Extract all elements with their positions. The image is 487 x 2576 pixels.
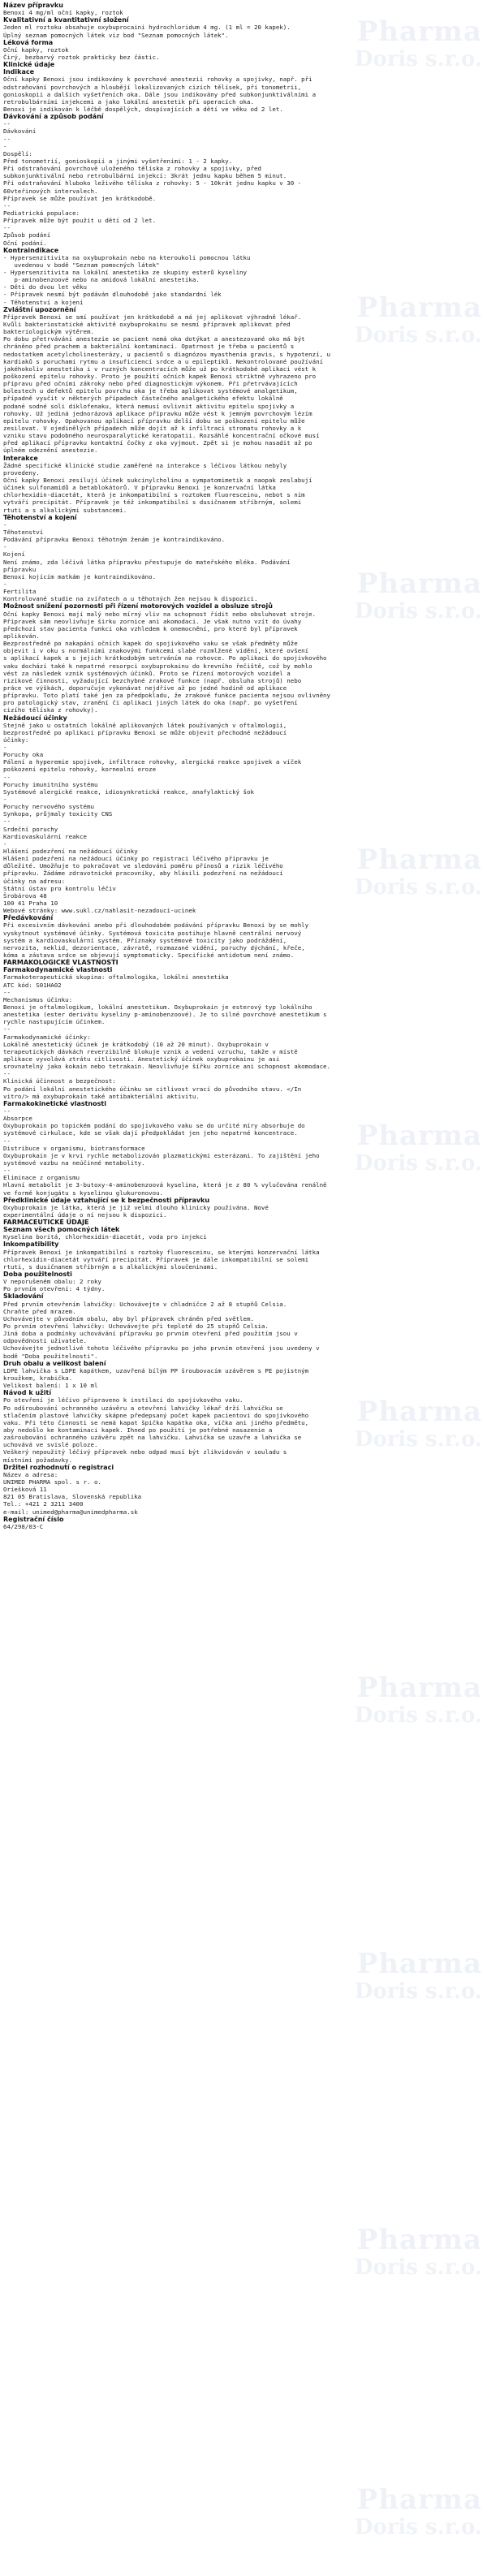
watermark-text: Pharma <box>356 291 482 324</box>
text-line: Oční kapky Benoxi jsou indikovány k povrchové anestezii rohovky a spojivky, např. při <box>3 76 312 84</box>
text-line: Bezprostředně po nakapání očních kapek do spojivkového vaku se však předměty může <box>3 640 298 648</box>
text-line: odpovědnosti uživatele. <box>3 1337 87 1345</box>
text-line: předchozí stav pacienta funkci oka vzhledem k onemocnění, pro které byl přípravek <box>3 624 298 632</box>
text-line: - Těhotenství a kojení <box>3 298 84 306</box>
text-line: úplném odeznění anestezie. <box>3 447 98 455</box>
text-line: chlorhexidin-diacetát, která je inkompatibilní s roztokem fluoresceinu, nebot s ním <box>3 491 305 499</box>
text-line: rtuti a s alkalickými substancemi. <box>3 506 127 514</box>
text-line: Čirý, bezbarvý roztok prakticky bez částic. <box>3 53 160 61</box>
text-line: Distribuce v organismu, biotransformace <box>3 1144 145 1152</box>
text-line: Chraňte před mrazem. <box>3 1307 76 1315</box>
text-line: vaku dochází také k nepatrné resorpci oxybuprokainu do krevního řečiště, což by mohlo <box>3 662 312 670</box>
text-line: Uchovávejte v původním obalu, aby byl přípravek chráněn před světlem. <box>3 1314 254 1323</box>
watermark-text: Pharma <box>356 1672 482 1704</box>
text-line: ve formě konjugátu s kyselinou glukuronovou. <box>3 1189 164 1197</box>
text-line: Veškerý nepoužitý léčivý přípravek nebo odpad musí být zlikvidován v souladu s <box>3 1448 287 1456</box>
text-line: anestetika (ester derivátu kyseliny p-aminobenzoové). Je to silné povrchové anestetikum s <box>3 1011 327 1019</box>
spc-document <box>3 2 484 1530</box>
text-line: Absorpce <box>3 1115 32 1123</box>
text-line: retrobulbárními injekcemi a jako lokální anestetik při operacích oka. <box>3 97 254 106</box>
watermark-subtext: Doris s.r.o. <box>354 875 482 900</box>
text-line: kardiaků s poruchami rytmu a insuficiencí srdce a u epileptiků. Nekontrolované používání <box>3 357 324 365</box>
text-line: systém a kardiovaskulární systém. Příznaky systémové toxicity jako podráždění, <box>3 936 287 944</box>
text-line: Mechanismus účinku: <box>3 995 73 1003</box>
text-line: přípravu před očními zákroky nebo před diagnostickým výkonem. Při přetrvávajících <box>3 380 298 388</box>
text-line: uchovává ve svislé poloze. <box>3 1441 98 1449</box>
text-line: Benoxi je indikován k léčbě dospělých, dospívajících a dětí ve věku od 2 let. <box>3 105 283 113</box>
text-line: odstraňování povrchových a hloubějí lokalizovaných cizích tělísek, při tonometrii, <box>3 83 302 91</box>
text-line: Poruchy nervového systému <box>3 803 94 811</box>
text-line: Při odstraňování povrchově uloženého tělíska z rohovky a spojivky, před <box>3 165 261 173</box>
watermark-text: Pharma <box>356 1948 482 1980</box>
text-line: přípravku <box>3 565 37 573</box>
text-line: kóma a zástava srdce se objevují symptomaticky. Specifické antidotum není známo. <box>3 951 295 959</box>
text-line: -- <box>3 1167 11 1175</box>
text-line: provedeny. <box>3 468 40 477</box>
section-heading: Těhotenství a kojení <box>3 513 77 521</box>
text-line: ATC kód: S01HA02 <box>3 981 62 989</box>
section-heading: Předávkování <box>3 914 54 922</box>
text-line: Po dobu přetrvávání anestezie se pacient nemá oka dotýkat a anestezované oko má být <box>3 335 305 343</box>
text-line: - Přípravek nesmí být podáván dlouhodobě jako standardní lék <box>3 291 222 299</box>
watermark-subtext: Doris s.r.o. <box>354 47 482 71</box>
text-line: 64/298/03-C <box>3 1522 44 1530</box>
section-heading: Předklinické údaje vztahující se k bezpečnosti přípravku <box>3 1196 210 1204</box>
text-line: Po otevření je léčivo připraveno k instilaci do spojivkového vaku. <box>3 1396 244 1405</box>
text-line: - <box>3 142 7 150</box>
text-line: Poruchy oka <box>3 751 44 759</box>
section-heading: Registrační číslo <box>3 1515 64 1523</box>
section-heading: Kvalitativní a kvantitativní složení <box>3 16 129 24</box>
text-line: - <box>3 543 7 551</box>
text-line: poškození epitelu rohovky. Proto je použití očních kapek Benoxi striktně vyhrazeno pro <box>3 373 317 381</box>
section-heading: Farmakokinetické vlastnosti <box>3 1099 106 1107</box>
text-line: gonioskopii a dalších vyšetřeních oka. Dále jsou indikovány před subkonjunktiválními a <box>3 90 317 98</box>
text-line: rizikové činnosti, vyžadující bezchybné zrakové funkce (např. obsluha strojů) nebo <box>3 676 302 684</box>
text-line: Benoxi kojícím matkám je kontraindikováno. <box>3 572 157 580</box>
text-line: nervozita, neklid, dezorientace, závratě, rozmazané vidění, poruchy dýchání, křeče, <box>3 943 305 951</box>
text-line: kroužkem, krabička. <box>3 1374 73 1383</box>
text-line: Oxybuprokain je v krvi rychle metabolizován plazmatickými esterázami. To zajištění jeho <box>3 1151 320 1159</box>
text-line: místními požadavky. <box>3 1456 73 1464</box>
text-line: Před prvním otevřením lahvičky: Uchovávejte v chladničce 2 až 8 stupňů Celsia. <box>3 1300 287 1308</box>
text-line: Přípravek může být použit u dětí od 2 let. <box>3 217 157 225</box>
text-line: - Hypersenzitivita na oxybuprokain nebo na kteroukoli pomocnou látku <box>3 253 251 261</box>
text-line: Kardiovaskulární reakce <box>3 832 87 840</box>
text-line: Pálení a hyperemie spojivek, infiltrace rohovky, alergická reakce spojivek a víček <box>3 758 302 766</box>
text-line: Pediatrická populace: <box>3 209 80 217</box>
text-line: Fertilita <box>3 588 37 596</box>
text-line: epitelu rohovky. Opakovanou aplikací přípravku delší dobu se poškození epitelu může <box>3 416 305 425</box>
text-line: -- <box>3 120 11 128</box>
watermark-text: Pharma <box>356 2483 482 2516</box>
text-line: Přípravek se může používat jen krátkodobě. <box>3 194 157 202</box>
text-line: přípravku. Toto platí také jen za předpokladu, že zrakové funkce pacienta nejsou ovlivněny <box>3 692 330 700</box>
text-line: experimentální údaje o ní nejsou k dispozici. <box>3 1210 167 1219</box>
section-heading: Možnost snížení pozornosti při řízení motorových vozidel a obsluze strojů <box>3 602 273 611</box>
text-line: Farmakoterapeutická skupina: oftalmologika, lokální anestetika <box>3 973 229 982</box>
text-line: Oxybuprokain po topickém podání do spojivkového vaku se do určité míry absorbuje do <box>3 1122 305 1130</box>
text-line: 100 41 Praha 10 <box>3 900 58 908</box>
text-line: Oční kapky Benoxi zesilují účinek sukcinylcholinu a sympatomimetik a naopak zeslabují <box>3 477 312 484</box>
text-line: poškození epitelu rohovky, kornealní eroze <box>3 766 157 774</box>
text-line: LDPE lahvička s LDPE kapátkem, uzavřená bílým PP šroubovacím uzávěrem s PE pojistným <box>3 1366 309 1374</box>
text-line: - Děti do dvou let věku <box>3 283 87 291</box>
section-heading: Interakce <box>3 454 38 462</box>
text-line: - <box>3 744 7 752</box>
text-line: bodě "Doba použitelnosti". <box>3 1352 98 1360</box>
text-line: Jiná doba a podmínky uchovávání přípravku po prvním otevření před použitím jsou v <box>3 1330 298 1338</box>
watermark-subtext: Doris s.r.o. <box>354 599 482 624</box>
section-heading: Inkompatibility <box>3 1241 59 1249</box>
watermark-subtext: Doris s.r.o. <box>354 323 482 347</box>
text-line: Webové stránky: www.sukl.cz/nahlasit-nezadouci-ucinek <box>3 907 196 915</box>
text-line: Tel.: +421 2 3211 3400 <box>3 1500 84 1508</box>
text-line: Jeden ml roztoku obsahuje oxybuprocaini hydrochloridum 4 mg. (1 ml = 20 kapek). <box>3 24 291 32</box>
text-line: -- <box>3 818 11 826</box>
section-heading: FARMACEUTICKÉ ÚDAJE <box>3 1219 89 1227</box>
text-line: Po podání lokální anestetického účinku se citlivost vrací do původního stavu. </In <box>3 1085 302 1093</box>
text-line: V neporušeném obalu: 2 roky <box>3 1278 101 1286</box>
text-line: Oční kapky, roztok <box>3 45 69 54</box>
text-line: objevit i v oku s normálními znakovými funkcemi slabé rozmlžené vidění, které ovšení <box>3 647 309 655</box>
text-line: Úplný seznam pomocných látek viz bod "Seznam pomocných látek". <box>3 31 229 39</box>
text-line: účinek sulfonamidů a betablokátorů. V přípravku Benoxi je konzervační látka <box>3 484 276 492</box>
text-line: Kojení <box>3 550 25 559</box>
text-line: Po prvním otevření lahvičky: Uchovávejte při teplotě do 25 stupňů Celsia. <box>3 1323 269 1331</box>
text-line: Těhotenství <box>3 528 44 536</box>
text-line: -- <box>3 1137 11 1145</box>
text-line: Přípravek Benoxi je inkompatibilní s roztoky fluoresceinu, se kterými konzervační látka <box>3 1248 320 1256</box>
section-heading: Farmakodynamické vlastnosti <box>3 966 113 974</box>
text-line: Podávání přípravku Benoxi těhotným ženám je kontraindikováno. <box>3 536 226 544</box>
section-heading: Návod k užití <box>3 1389 52 1397</box>
text-line: Srdeční poruchy <box>3 825 58 833</box>
text-line: Lokálně anestetický účinek je krátkodobý (10 až 20 minut). Oxybuprokain v <box>3 1040 269 1048</box>
text-line: zesilovat. V ojedinělých případech může dojít až k infiltraci stromatu rohovky a k <box>3 425 302 433</box>
watermark-logo <box>317 1672 487 1750</box>
text-line: terapeutických dávkách reverzibilně blokuje vznik a vedení vzruchu, takže v místě <box>3 1047 298 1055</box>
text-line: bakteriologickým výtěrem. <box>3 328 94 336</box>
text-line: vaku. Při této činnosti se nemá kapat špička kapátka oka, víčka ani jiného předmětu, <box>3 1418 309 1426</box>
watermark-subtext: Doris s.r.o. <box>354 2255 482 2280</box>
text-line: Poruchy imunitního systému <box>3 780 98 788</box>
text-line: Hlášení podezření na nežádoucí účinky <box>3 848 138 856</box>
text-line: Před tonometrií, gonioskopií a jinými vyšetřeními: 1 - 2 kapky. <box>3 157 233 165</box>
text-line: vyskytnout systémové účinky. Systémová toxicita postihuje hlavně centrální nervový <box>3 929 302 937</box>
section-heading: Držitel rozhodnutí o registraci <box>3 1463 114 1471</box>
text-line: Při excesivním dávkování anebo při dlouhodobém podávání přípravku Benoxi by se mohly <box>3 921 309 930</box>
text-line: -- <box>3 988 11 996</box>
text-line: důležité. Umožňuje to pokračovat ve sledování poměru přínosů a rizik léčivého <box>3 862 283 870</box>
text-line: 821 05 Bratislava, Slovenská republika <box>3 1493 142 1501</box>
text-line: Způsob podání <box>3 231 51 239</box>
text-line: Uchovávejte jednotlivé tohoto léčivého přípravku po jeho prvním otevření jsou uvedeny v <box>3 1344 320 1353</box>
text-line: přípravku. Žádáme zdravotnické pracovníky, aby hlásili podezření na nežádoucí <box>3 869 283 878</box>
text-line: Při odstraňování hluboko leživého tělíska z rohovky: 5 - 10krát jednu kapku v 30 - <box>3 179 302 188</box>
text-line: Oční kapky Benoxi mají malý nebo mírný vliv na schopnost řídit nebo obsluhovat stroje. <box>3 610 317 618</box>
text-line: Šrobárova 48 <box>3 891 47 900</box>
text-line: uvedenou v bodě "Seznam pomocných látek" <box>3 261 160 269</box>
watermark-logo <box>317 2484 487 2561</box>
text-line: aby nedošlo ke kontaminaci kapek. Ihned po použití je potřebné nasazenie a <box>3 1426 273 1434</box>
watermark-text: Pharma <box>356 15 482 48</box>
watermark-text: Pharma <box>356 2224 482 2256</box>
text-line: Systémové alergické reakce, idiosynkratická reakce, anafylaktický šok <box>3 787 254 796</box>
text-line: subkonjunktivální nebo retrobulbární injekcí: 3krát jednu kapku během 5 minut. <box>3 172 287 180</box>
text-line: -- <box>3 773 11 781</box>
watermark-subtext: Doris s.r.o. <box>354 1151 482 1176</box>
text-line: Farmakodynamické účinky: <box>3 1033 91 1041</box>
watermark-text: Pharma <box>356 1396 482 1428</box>
text-line: podané sodné soli diklofenaku, která nemusí ovlivnit aktivitu epitelu spojivky a <box>3 402 295 410</box>
text-line: Dávkování <box>3 127 37 136</box>
watermark-subtext: Doris s.r.o. <box>354 2515 482 2539</box>
text-line: rohovky. Už jediná jednorázová aplikace přípravku může vést k jemným povrchovým lézím <box>3 409 312 417</box>
text-line: -- <box>3 224 11 232</box>
text-line: Po odšroubování ochranného uzávěru a otevření lahvičky lékař drží lahvičku se <box>3 1404 283 1412</box>
section-heading: Zvláštní upozornění <box>3 305 76 313</box>
text-line: - <box>3 580 7 588</box>
text-line: Kyselina boritá, chlorhexidin-diacetát, voda pro injekci <box>3 1233 207 1241</box>
text-line: Přípravek sám neovlivňuje širku zornice ani akomodaci. Je však nutno vzít do úvahy <box>3 617 302 625</box>
text-line: cizího tělíska z rohovky). <box>3 706 98 714</box>
text-line: jakéhokoliv anestetika i v ruzných koncentracích může už po krátkodobé aplikaci vést k <box>3 365 317 373</box>
text-line: vést za následek vznik systémových účinků. Proto se řízení motorových vozidel a <box>3 669 291 677</box>
text-line: -- <box>3 1107 11 1115</box>
section-heading: Seznam všech pomocných látek <box>3 1226 120 1234</box>
text-line: Není známo, zda léčivá látka přípravku přestupuje do mateřského mléka. Podávání <box>3 558 291 566</box>
text-line: aplikace vyvolává ztrátu citlivosti. Anestetický účinek oxybuprokainu je asi <box>3 1055 280 1063</box>
text-line: Klinická účinnost a bezpečnost: <box>3 1077 116 1085</box>
text-line: účinky: <box>3 736 29 744</box>
section-heading: Kontraindikace <box>3 246 59 254</box>
text-line: rychle nastupujícím účinkem. <box>3 1018 106 1026</box>
text-line: -- <box>3 1070 11 1078</box>
text-line: Kontrolované studie na zvířatech a u těhotných žen nejsou k dispozici. <box>3 595 258 603</box>
text-line: s aplikací kapek a s jejich krátkodobým setrváním na rohovce. Po aplikaci do spojivkového <box>3 654 327 662</box>
text-line: Oriešková 11 <box>3 1486 47 1494</box>
text-line: práce ve výškách, doporučuje vykonávat nejdříve až po jedné hodině od aplikace <box>3 684 287 692</box>
text-line: Dospělí: <box>3 149 32 157</box>
text-line: nedostatkem acetylcholinesterázy, u pacientů s diagnózou myasthenia gravis, s hypotenzí, u <box>3 350 330 358</box>
text-line: Po prvním otevření: 4 týdny. <box>3 1285 106 1293</box>
watermark-text: Pharma <box>356 1120 482 1152</box>
text-line: -- <box>3 201 11 209</box>
text-line: systémové vazbu na neúčinné metabolity. <box>3 1159 145 1167</box>
text-line: e-mail: unimed@pharma@unimedpharma.sk <box>3 1508 138 1516</box>
text-line: vitro/> má oxybuprokain také antibakteriální aktivitu. <box>3 1092 200 1100</box>
section-heading: Léková forma <box>3 38 54 46</box>
watermark-subtext: Doris s.r.o. <box>354 1979 482 2004</box>
text-line: chlorhexidin-diacetát vytváří precipitát. Přípravek je dále inkompatibilní se solemi <box>3 1255 309 1263</box>
text-line: UNIMED PHARMA spol. s r. o. <box>3 1478 101 1486</box>
text-line: Hlášení podezření na nežádoucí účinky po registraci léčivého přípravku je <box>3 855 269 863</box>
section-heading: Doba použitelnosti <box>3 1271 72 1279</box>
text-line: rtuti, s dusičnanem stříbrným a s alkalickými sloučeninami. <box>3 1262 218 1271</box>
section-heading: Indikace <box>3 68 35 76</box>
watermark-subtext: Doris s.r.o. <box>354 1703 482 1728</box>
text-line: Název a adresa: <box>3 1470 58 1478</box>
text-line: Eliminace z organismu <box>3 1174 80 1182</box>
text-line: Benoxi 4 mg/ml oční kapky, roztok <box>3 9 123 17</box>
section-heading: Nežádoucí účinky <box>3 714 67 722</box>
text-line: - <box>3 796 7 804</box>
text-line: účinky na adresu: <box>3 877 66 885</box>
text-line: Stejně jako u ostatních lokálně aplikovaných látek používaných v oftalmologii, <box>3 721 287 729</box>
watermark-subtext: Doris s.r.o. <box>354 1427 482 1452</box>
watermark-text: Pharma <box>356 844 482 876</box>
text-line: Benoxi je oftalmologikum, lokální anestetikum. Oxybuprokain je esterový typ lokálního <box>3 1003 312 1011</box>
text-line: - <box>3 839 7 848</box>
text-line: vzniku stavu podobného neurosparalytické keratopatii. Rozsáhlé koncentrační očkové musí <box>3 432 320 440</box>
text-line: před aplikací přípravku kontaktní čočky z oka vyjmout. Zpět si je mohou nasadit až po <box>3 439 312 447</box>
watermark-logo <box>317 1948 487 2026</box>
section-heading: Druh obalu a velikost balení <box>3 1359 106 1367</box>
text-line: vytváří precipitát. Přípravek je též inkompatibilní s dusičnanem stříbrným, solemi <box>3 498 302 507</box>
text-line: bezprostředně po aplikaci přípravku Benoxi se může objevit přechodné nežádoucí <box>3 728 287 736</box>
text-line: 60vteřinových intervalech. <box>3 187 98 195</box>
text-line: Státní ústav pro kontrolu léčiv <box>3 884 116 892</box>
text-line: bolestech u defektů epitelu povrchu oka je třeba aplikovat systémové analgetikum, <box>3 387 298 395</box>
text-line: p-aminobenzoové nebo na amidová lokální anestetika. <box>3 276 200 284</box>
text-line: Oční podání. <box>3 239 47 247</box>
section-heading: Název přípravku <box>3 2 63 9</box>
watermark-logo <box>317 2224 487 2302</box>
section-heading: FARMAKOLOGICKÉ VLASTNOSTI <box>3 959 119 967</box>
text-line: Oxybuprokain je látka, která je již velmi dlouho klinicky používána. Nové <box>3 1203 269 1211</box>
text-line: Hlavní metabolit je 3-butoxy-4-aminobenzoová kyselina, která je z 80 % vylučována renálně <box>3 1181 327 1189</box>
text-line: Velikost balení: 1 x 10 ml <box>3 1382 98 1390</box>
text-line: stlačením plastové lahvičky skápne předepsaný počet kapek pacientovi do spojivkového <box>3 1411 309 1419</box>
watermark-text: Pharma <box>356 567 482 600</box>
text-line: aplikován. <box>3 632 40 640</box>
text-line: - Hypersenzitivita na lokální anestetika ze skupiny esterů kyseliny <box>3 269 248 277</box>
section-heading: Skladování <box>3 1292 44 1301</box>
text-line: -- <box>3 135 11 143</box>
text-line: chráněno před prachem a bakteriální kontaminací. Opatrnost je třeba u pacientů s <box>3 343 295 351</box>
section-heading: Klinické údaje <box>3 61 55 69</box>
text-line: Žádné specifické klinické studie zaměřené na interakce s léčivou látkou nebyly <box>3 461 287 469</box>
text-line: Kvůli bakteriostatické aktivitě oxybuprokainu se nesmí přípravek aplikovat před <box>3 321 291 329</box>
text-line: systémové cirkulace, kde se však dají předpokládat jen jeho nepatrné koncentrace. <box>3 1129 298 1137</box>
section-heading: Dávkování a způsob podání <box>3 113 104 121</box>
text-line: - <box>3 520 7 529</box>
text-line: případně vyučit v některých případech částečného analgetického efektu lokálně <box>3 395 283 403</box>
text-line: pro patologický stav, zranění či aplikaci jiných látek do oka (např. po vyšetření <box>3 699 298 707</box>
text-line: Přípravek Benoxi se smí používat jen krátkodobě a má jej aplikovat výhradně lékař. <box>3 313 302 321</box>
text-line: Synkopa, průjmaly toxicity CNS <box>3 810 113 818</box>
text-line: srovnatelný jako kokain nebo tetrakain. Neovlivňuje šířku zornice ani schopnost akomodace. <box>3 1063 330 1071</box>
text-line: zašroubování ochranného uzávěru zpět na lahvičku. Lahvička se uzavře a lahvička se <box>3 1434 302 1442</box>
text-line: -- <box>3 1025 11 1033</box>
